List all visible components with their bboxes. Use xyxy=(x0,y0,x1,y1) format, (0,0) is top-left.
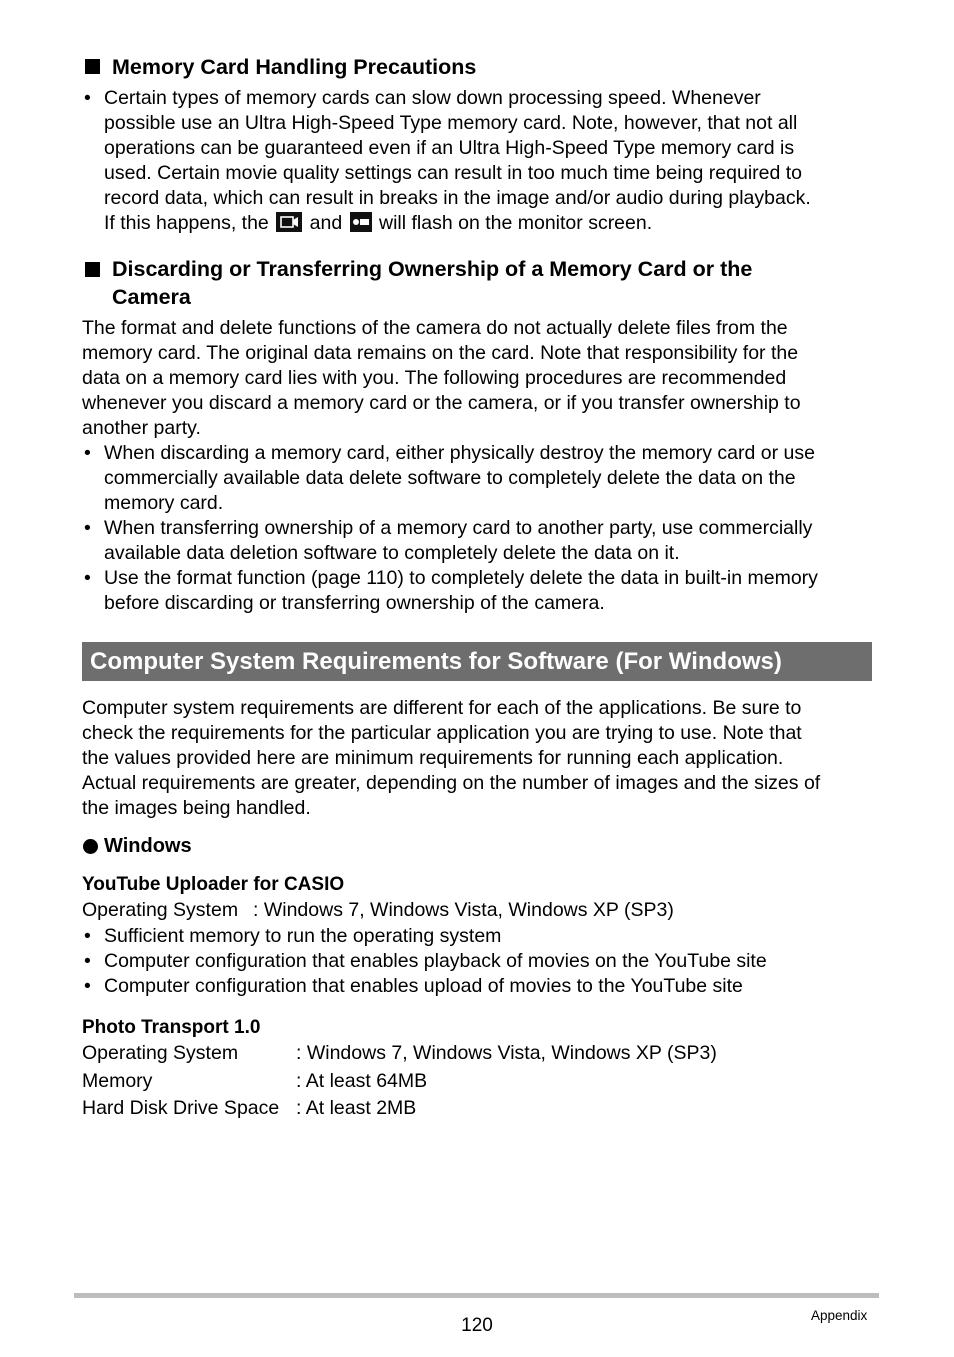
spec-value: : At least 64MB xyxy=(296,1070,428,1092)
bullet-text xyxy=(104,566,874,616)
bullet: • xyxy=(84,925,91,947)
bullet: • xyxy=(84,975,91,997)
spec-value: : At least 2MB xyxy=(296,1097,417,1119)
circle-bullet-icon xyxy=(83,839,98,854)
text-line: record data, which can result in breaks in the image and/or audio during playback. xyxy=(104,187,811,209)
footer-section: Appendix xyxy=(811,1308,868,1323)
text-line: Computer system requirements are different for each of the applications. Be sure to xyxy=(82,697,802,719)
bullet-text xyxy=(104,441,874,516)
bullet: • xyxy=(84,442,91,464)
spec-label: Operating System xyxy=(82,1042,239,1064)
text-line: available data deletion software to completely delete the data on it. xyxy=(104,542,680,564)
text-line: check the requirements for the particular application you are trying to use. Note that xyxy=(82,722,802,744)
text-line: Actual requirements are greater, depending on the number of images and the sizes of xyxy=(82,772,821,794)
footer-rule xyxy=(74,1293,879,1298)
section-heading: Memory Card Handling Precautions xyxy=(112,55,477,79)
spec-label: Hard Disk Drive Space xyxy=(82,1097,280,1119)
page-number: 120 xyxy=(461,1315,493,1336)
os-label: Operating System xyxy=(82,899,239,921)
text-line: before discarding or transferring ownership of the camera. xyxy=(104,592,605,614)
bullet: • xyxy=(84,87,91,109)
movie-icon xyxy=(276,212,302,232)
bullet-text: Computer configuration that enables upload of movies to the YouTube site xyxy=(104,975,743,997)
app-title: YouTube Uploader for CASIO xyxy=(82,874,345,895)
bullet: • xyxy=(84,567,91,589)
text-line: Certain types of memory cards can slow down processing speed. Whenever xyxy=(104,87,761,109)
section-heading xyxy=(112,255,752,311)
bullet: • xyxy=(84,517,91,539)
text-fragment: If this happens, the xyxy=(104,212,269,234)
text-line: When discarding a memory card, either physically destroy the memory card or use xyxy=(104,442,815,464)
text-line: data on a memory card lies with you. The following procedures are recommended xyxy=(82,367,787,389)
text-line: possible use an Ultra High-Speed Type memory card. Note, however, that not all xyxy=(104,112,798,134)
heading-line: Discarding or Transferring Ownership of a Memory Card or the xyxy=(112,257,753,281)
bullet-text xyxy=(104,516,874,566)
text-line: the images being handled. xyxy=(82,797,311,819)
text-line: commercially available data delete software to completely delete the data on the xyxy=(104,467,796,489)
text-line: The format and delete functions of the camera do not actually delete files from the xyxy=(82,317,788,339)
text-line: Use the format function (page 110) to completely delete the data in built-in memory xyxy=(104,567,818,589)
bullet-text xyxy=(104,86,874,236)
paragraph xyxy=(82,696,882,821)
spec-label: Memory xyxy=(82,1070,153,1092)
bullet: • xyxy=(84,950,91,972)
text-line: When transferring ownership of a memory card to another party, use commercially xyxy=(104,517,813,539)
text-line: another party. xyxy=(82,417,201,439)
app-title: Photo Transport 1.0 xyxy=(82,1017,261,1038)
paragraph xyxy=(82,316,882,441)
text-line: the values provided here are minimum requirements for running each application. xyxy=(82,747,784,769)
text-line: operations can be guaranteed even if an Ultra High-Speed Type memory card is xyxy=(104,137,795,159)
text-fragment: and xyxy=(309,212,343,234)
bullet-text: Sufficient memory to run the operating system xyxy=(104,925,502,947)
bullet-text: Computer configuration that enables playback of movies on the YouTube site xyxy=(104,950,767,972)
section-banner: Computer System Requirements for Software (For Windows) xyxy=(82,642,872,681)
windows-heading: Windows xyxy=(104,835,192,857)
heading-line: Camera xyxy=(112,285,191,309)
text-fragment: will flash on the monitor screen. xyxy=(379,212,653,234)
spec-value: : Windows 7, Windows Vista, Windows XP (SP3) xyxy=(296,1042,717,1064)
heading-square-icon xyxy=(85,59,100,74)
text-line: used. Certain movie quality settings can result in too much time being required to xyxy=(104,162,803,184)
os-value: : Windows 7, Windows Vista, Windows XP (SP3) xyxy=(253,899,674,921)
text-line: whenever you discard a memory card or the camera, or if you transfer ownership to xyxy=(82,392,801,414)
text-line: memory card. The original data remains on the card. Note that responsibility for the xyxy=(82,342,799,364)
text-line xyxy=(104,211,874,236)
text-line: memory card. xyxy=(104,492,224,514)
rec-icon xyxy=(350,212,372,232)
heading-square-icon xyxy=(85,262,100,277)
